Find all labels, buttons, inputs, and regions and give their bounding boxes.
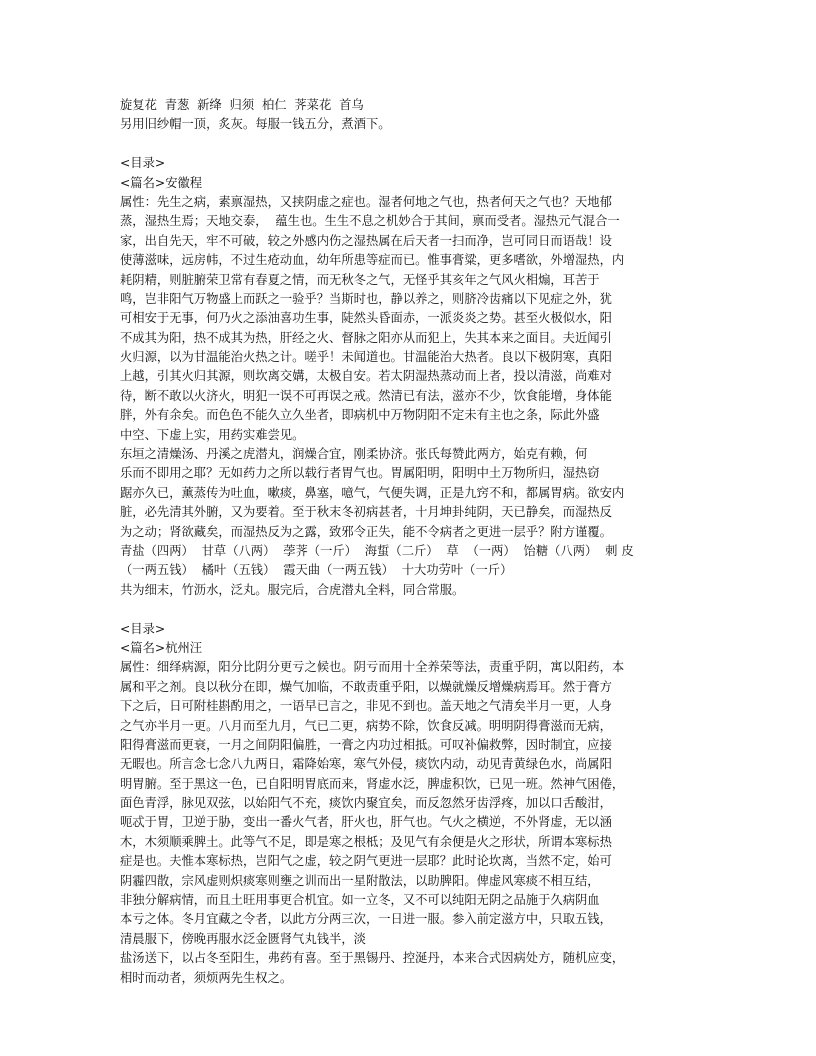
body-line: 盐汤送下，以占冬至阳生，弗药有喜。至于黑锡丹、控涎丹，本来合式因病处方，随机应变， xyxy=(120,951,625,966)
closing-line: 共为细末，竹沥水，泛丸。服完后，合虎潜丸全料，同合常服。 xyxy=(120,582,465,597)
body-line: 属性：细绎病源，阳分比阴分更亏之候也。阴亏而用十全养荣等法，责重乎阴，寓以阳药，本 xyxy=(120,660,625,675)
body-line: 症是也。夫惟本寒标热，岂阳气之虚，较之阴气更进一层耶？此时论坎离，当然不定，始可 xyxy=(120,854,612,869)
body-line: 上越，引其火归其源，则坎离交媾，太极自安。若太阴湿热蒸动而上者，投以清滋，尚难对 xyxy=(120,369,612,384)
body-line: 东垣之清燥汤、丹溪之虎潜丸，润燥合宜，刚柔协济。张氏每赞此两方，始克有赖，何 xyxy=(120,447,588,462)
body-line: 非独分解病情，而且土旺用事更合机宜。如一立冬，又不可以纯阳无阴之品施于久病阴血 xyxy=(120,893,600,908)
body-line: 不成其为阳，热不成其为热，肝经之火、督脉之阳亦从而犯上，失其本来之面目。夫近闻引 xyxy=(120,330,612,345)
body-line: 清晨服下，傍晚再服水泛金匮肾气丸钱半，淡 xyxy=(120,931,366,946)
body-line: 鸣，岂非阳气万物盛上而跃之一验乎？当斯时也，静以养之，则脐冷齿痛以下见症之外，犹 xyxy=(120,291,612,306)
document-page xyxy=(120,96,700,988)
instruction-line: 另用旧纱帽一顶，炙灰。每服一钱五分，煮酒下。 xyxy=(120,117,391,132)
body-line: 面色青浮，脉见双弦，以始阳气不充，痰饮内聚宜矣，而反忽然牙齿浮疼，加以口舌酸泔， xyxy=(120,796,612,811)
body-line: 为之动；肾欲藏矣，而湿热反为之露，致邪令正失，能不令病者之更进一层乎？附方谨覆。 xyxy=(120,524,612,539)
body-line: 属和平之剂。良以秋分在即，燥气加临，不敢责重乎阳，以燥就燥反增燥病焉耳。然于膏方 xyxy=(120,679,612,694)
catalog-label: <目录> xyxy=(120,156,166,171)
body-line: 火归源，以为甘温能治火热之计。嗟乎！未闻道也。甘温能治大热者。良以下极阴寒，真阳 xyxy=(120,350,612,365)
section-title: <篇名>安徽程 xyxy=(120,175,203,190)
body-line: 可相安于无事，何乃火之添油喜功生事，陡然头昏面赤，一派炎炎之势。甚至火极似水，阳 xyxy=(120,311,612,326)
body-line: 脏，必先清其外腑，又为要着。至于秋末冬初病甚者，十月坤卦纯阴，天已静矣，而湿热反 xyxy=(120,505,612,520)
body-line: 本亏之体。冬月宜藏之令者，以此方分两三次，一日进一服。参入前定滋方中，只取五钱， xyxy=(120,912,612,927)
herb-list-line: 旋复花 青葱 新绛 归须 柏仁 荠菜花 首乌 xyxy=(120,98,364,112)
blank-line xyxy=(120,600,700,619)
body-line: 中空、下虚上实，用药实难尝见。 xyxy=(120,427,305,442)
body-line: 木，木须顺乘脾土。此等气不足，即是寒之根柢；及见气有余便是火之形状，所谓本寒标热 xyxy=(120,834,612,849)
body-line: 蒸，湿热生焉；天地交泰， 蕴生也。生生不息之机妙合于其间，禀而受者。湿热元气混合一 xyxy=(120,214,620,229)
body-line: 明胃腑。至于黑这一色，已自阳明胃底而来，肾虚水泛，脾虚积饮，已见一班。然神气困倦， xyxy=(120,776,625,791)
body-line: 无暇也。所言念七念八九两日，霜降始寒，寒气外侵，痰饮内动，动见青黄绿色水，尚属阳 xyxy=(120,757,612,772)
body-line: 家，出自先天，牢不可破，较之外感内伤之湿热属在后天者一扫而净，岂可同日而语哉！设 xyxy=(120,233,612,248)
herb-list-line: （一两五钱） 橘叶（五钱） 霞天曲（一两五钱） 十大功劳叶（一斤） xyxy=(120,563,513,578)
body-line: 胖，外有余矣。而色色不能久立久坐者，即病机中万物阴阳不定未有主也之条，际此外盛 xyxy=(120,408,600,423)
body-line: 乐而不即用之耶？无如药力之所以载行者胃气也。胃属阳明，阳明中土万物所归，湿热窃 xyxy=(120,466,600,481)
section-title: <篇名>杭州汪 xyxy=(120,640,203,655)
body-line: 之气亦半月一更。八月而至九月，气已二更，病势不除，饮食反减。明明阴得膏滋而无病， xyxy=(120,718,612,733)
body-line: 相时而动者，须烦两先生权之。 xyxy=(120,970,293,985)
body-line: 踞亦久已，薰蒸传为吐血，嗽痰，鼻塞，噫气，气便失调，正是九窍不和，都属胃病。欲安内 xyxy=(120,485,625,500)
body-line: 待，断不敢以火济火，明犯一误不可再误之戒。然清已有法，滋亦不少，饮食能增，身体能 xyxy=(120,388,612,403)
body-line: 呃忒于胃，卫逆于胁，变出一番火气者，肝火也，肝气也。气火之横逆，不外肾虚，无以涵 xyxy=(120,815,612,830)
body-line: 耗阴精，则脏腑荣卫常有春夏之情，而无秋冬之气，无怪乎其亥年之气风火相煽，耳苦于 xyxy=(120,272,600,287)
body-line: 属性：先生之病，素禀湿热，又挟阴虚之症也。湿者何地之气也，热者何天之气也？天地郁 xyxy=(120,194,612,209)
herb-list-line: 青盐（四两） 甘草（八两） 荸荠（一斤） 海蜇（二斤） 草 （一两） 饴糖（八两） 刺 皮 xyxy=(120,543,634,558)
body-line: 下之后，日可附桂斟酌用之，一语早已言之，非见不到也。盖天地之气清矣半月一更，人身 xyxy=(120,699,612,714)
body-line: 阳得膏滋而更衰，一月之间阴阳偏胜，一膏之内功过相抵。可叹补偏救弊，因时制宜，应接 xyxy=(120,737,612,752)
blank-line xyxy=(120,135,700,154)
body-line: 阴霾四散，宗风虚则炽痰寒则壅之训而出一星附散法，以助脾阳。俾虚风寒痰不相互结， xyxy=(120,873,600,888)
body-line: 使薄滋味，远房帏，不过生疮动血，幼年所患等症而已。惟事膏粱，更多嗜欲，外增湿热，内 xyxy=(120,253,625,268)
catalog-label: <目录> xyxy=(120,621,166,636)
